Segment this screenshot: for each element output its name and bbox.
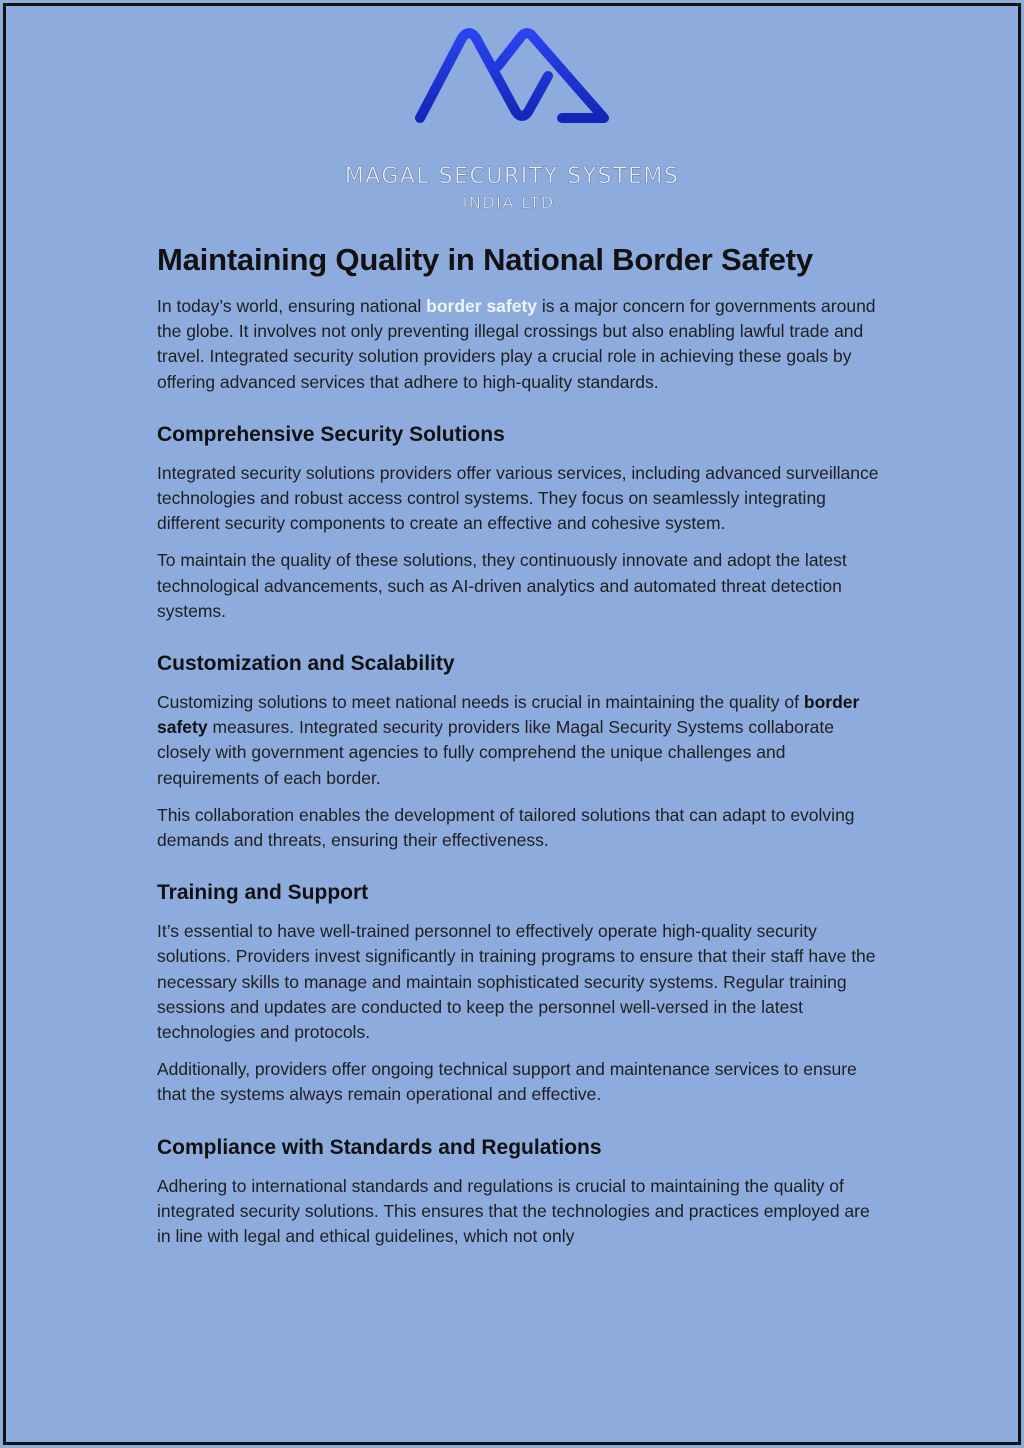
intro-text-before: In today’s world, ensuring national [157,296,427,316]
intro-text-after: is a major concern for governments around the globe. It involves not only preventing illegal crossings but also enabling lawful trade and travel. Integrated security solution providers play a crucial role in achieving these goals by offering advanced services that adhere to high-quality standards. [157,296,876,392]
text-after-bold: measures. Integrated security providers like Magal Security Systems collaborate closely with government agencies to fully comprehend the unique challenges and requirements of each border. [157,717,834,788]
company-logo [6,26,1018,212]
section-paragraph: This collaboration enables the development of tailored solutions that can adapt to evolving demands and threats, ensuring their effectiveness. [157,804,855,851]
logo-company-name: MAGAL SECURITY SYSTEMS [344,164,680,189]
page [3,3,1021,1445]
section-paragraph: It’s essential to have well-trained personnel to effectively operate high-quality security solutions. Providers invest significantly in training programs to ensure that their staff have the necessary skills to manage and maintain sophisticated security systems. Regular training sessions and updates are conducted to keep the personnel well-versed in the latest technologies and protocols. [157,921,876,1043]
text-before-bold: Customizing solutions to meet national needs is crucial in maintaining the quality of [157,692,804,713]
section-paragraph: To maintain the quality of these solutions, they continuously innovate and adopt the latest technological advancements, such as AI-driven analytics and automated threat detection systems. [157,550,847,621]
intro-paragraph [157,294,882,395]
section-heading-training: Training and Support [157,881,369,905]
article [157,242,882,1261]
section-paragraph: Adhering to international standards and regulations is crucial to maintaining the quality of integrated security solutions. This ensures that the technologies and practices employed are in line with legal and ethical guidelines, which not only [157,1175,870,1247]
bold-border-safety: border safety [157,692,860,738]
section-heading-customization: Customization and Scalability [157,652,455,676]
section-paragraph: Additionally, providers offer ongoing technical support and maintenance services to ensure that the systems always remain operational and effective. [157,1059,857,1105]
section-paragraph [157,690,882,791]
section-heading-comprehensive: Comprehensive Security Solutions [157,422,505,446]
article-title: Maintaining Quality in National Border Safety [157,242,813,277]
logo-company-suffix: INDIA LTD. [462,193,562,212]
magal-logo-icon [412,26,612,126]
section-paragraph: Integrated security solutions providers offer various services, including advanced surveillance technologies and robust access control systems. They focus on seamlessly integrating different security components to create an effective and cohesive system. [157,462,879,534]
section-heading-compliance: Compliance with Standards and Regulations [157,1135,602,1159]
border-safety-link[interactable]: border safety [426,296,538,316]
